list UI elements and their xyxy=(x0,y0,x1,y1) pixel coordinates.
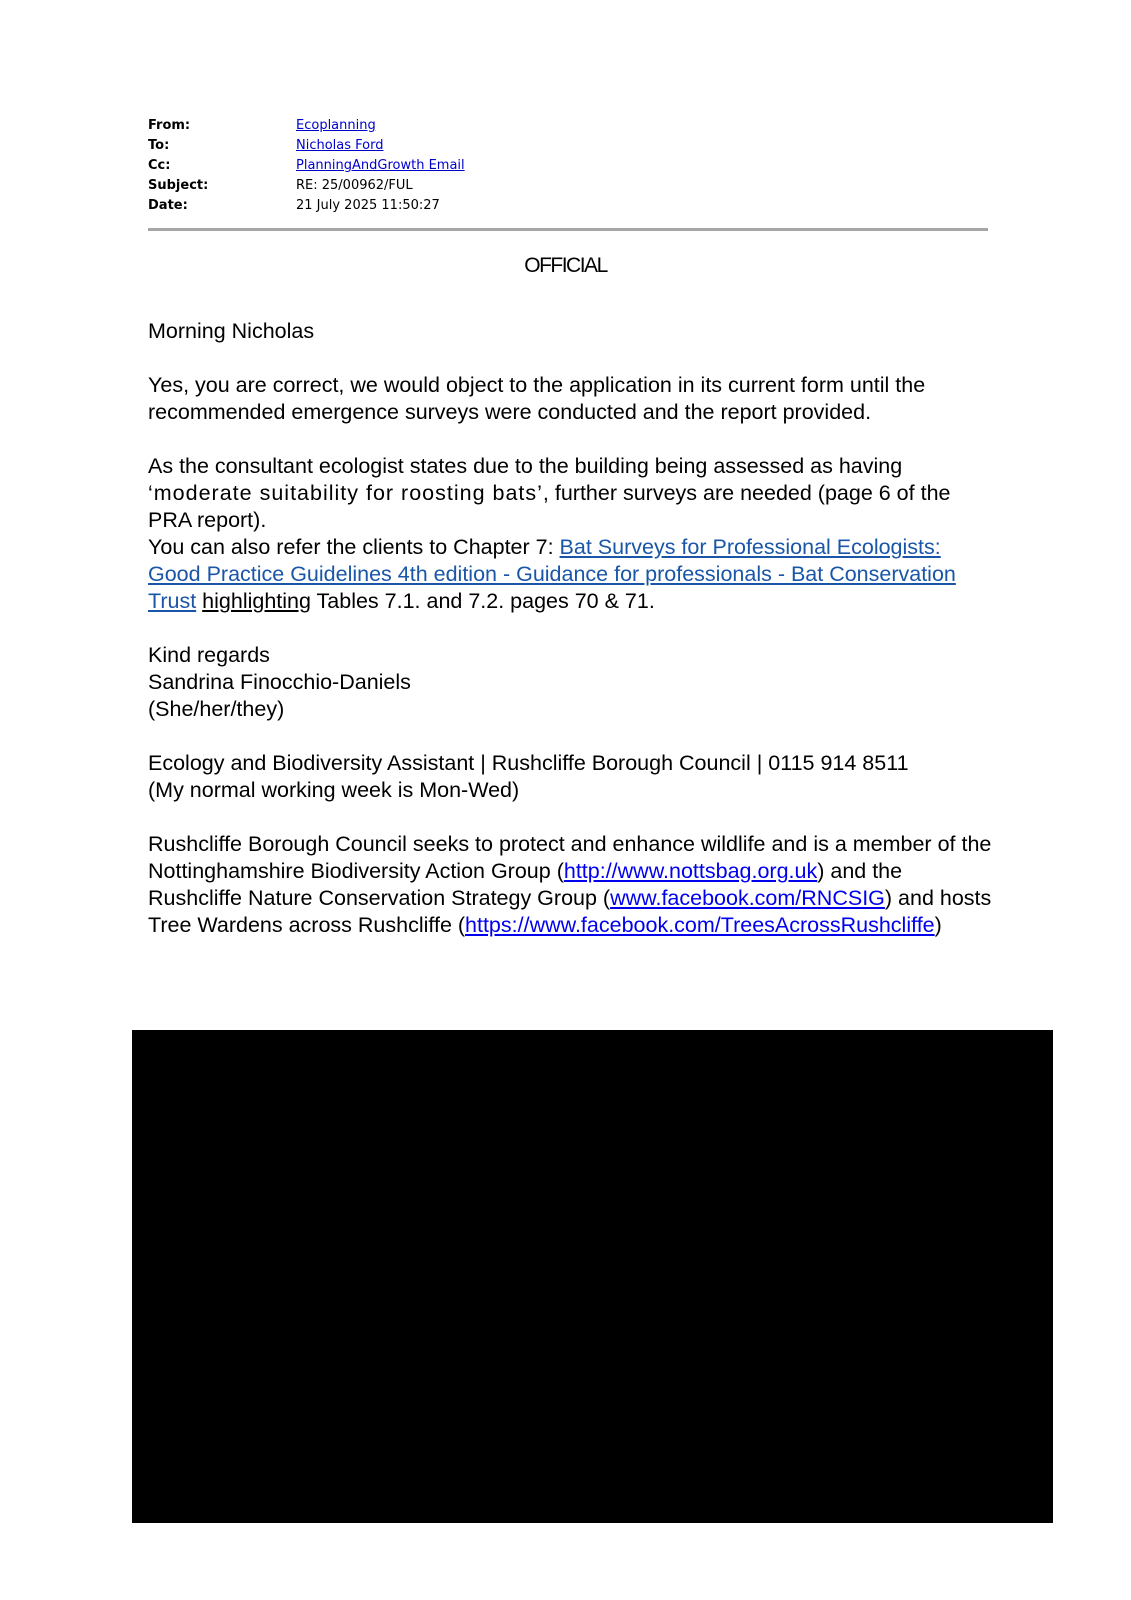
bat-guidelines-link[interactable]: Bat Surveys for Professional Ecologists: Good Practice Guidelines 4th edition - Guidance for professionals - Bat Conservation Trust xyxy=(148,535,956,613)
from-label: From: xyxy=(148,118,191,133)
signoff: Kind regards xyxy=(148,643,270,667)
redaction-block xyxy=(132,1030,1053,1523)
council-footer xyxy=(148,831,998,939)
signature-block xyxy=(148,642,998,723)
sender-name: Sandrina Finocchio-Daniels xyxy=(148,670,411,694)
rncsig-link[interactable]: www.facebook.com/RNCSIG xyxy=(610,886,885,910)
from-row xyxy=(148,116,988,136)
footer-text-2: ) and the Rushcliffe Nature Conservation Strategy Group ( xyxy=(148,859,903,910)
date-label: Date: xyxy=(148,198,188,213)
to-link[interactable]: Nicholas Ford xyxy=(296,138,384,153)
to-row xyxy=(148,136,988,156)
to-label: To: xyxy=(148,138,170,153)
pronouns: (She/her/they) xyxy=(148,697,285,721)
date-row xyxy=(148,196,988,216)
footer-text-1: Rushcliffe Borough Council seeks to protect and enhance wildlife and is a member of the Nottinghamshire Biodiversity Action Group ( xyxy=(148,832,992,883)
surveys-text-2: , further surveys are needed (page 6 of the PRA report). xyxy=(148,481,951,532)
cc-label: Cc: xyxy=(148,158,171,173)
email-header xyxy=(148,116,988,216)
subject-value: RE: 25/00962/FUL xyxy=(296,178,413,193)
date-value: 21 July 2025 11:50:27 xyxy=(296,198,440,213)
paragraph-surveys xyxy=(148,453,998,615)
header-divider xyxy=(148,228,988,231)
highlighting-text: highlighting xyxy=(202,589,311,613)
footer-text-4: ) xyxy=(934,913,942,937)
footer-text-3: ) and hosts Tree Wardens across Rushcliffe ( xyxy=(148,886,992,937)
subject-label: Subject: xyxy=(148,178,209,193)
working-week: (My normal working week is Mon-Wed) xyxy=(148,778,520,802)
surveys-quote: ‘moderate suitability for roosting bats’ xyxy=(148,481,543,505)
email-body xyxy=(148,318,998,966)
refer-text: You can also refer the clients to Chapter 7: xyxy=(148,535,560,559)
role-line: Ecology and Biodiversity Assistant | Rushcliffe Borough Council | 0115 914 8511 xyxy=(148,751,909,775)
paragraph-objection: Yes, you are correct, we would object to the application in its current form until the recommended emergence surveys were conducted and the report provided. xyxy=(148,373,926,424)
trees-across-rushcliffe-link[interactable]: https://www.facebook.com/TreesAcrossRushcliffe xyxy=(465,913,935,937)
subject-row xyxy=(148,176,988,196)
cc-row xyxy=(148,156,988,176)
cc-link[interactable]: PlanningAndGrowth Email xyxy=(296,158,465,173)
surveys-text-1: As the consultant ecologist states due to the building being assessed as having xyxy=(148,454,903,478)
from-link[interactable]: Ecoplanning xyxy=(296,118,376,133)
nottsbag-link[interactable]: http://www.nottsbag.org.uk xyxy=(563,859,818,883)
tables-text: Tables 7.1. and 7.2. pages 70 & 71. xyxy=(310,589,655,613)
role-block xyxy=(148,750,998,804)
greeting: Morning Nicholas xyxy=(148,319,315,343)
classification-marking: OFFICIAL xyxy=(524,254,607,277)
